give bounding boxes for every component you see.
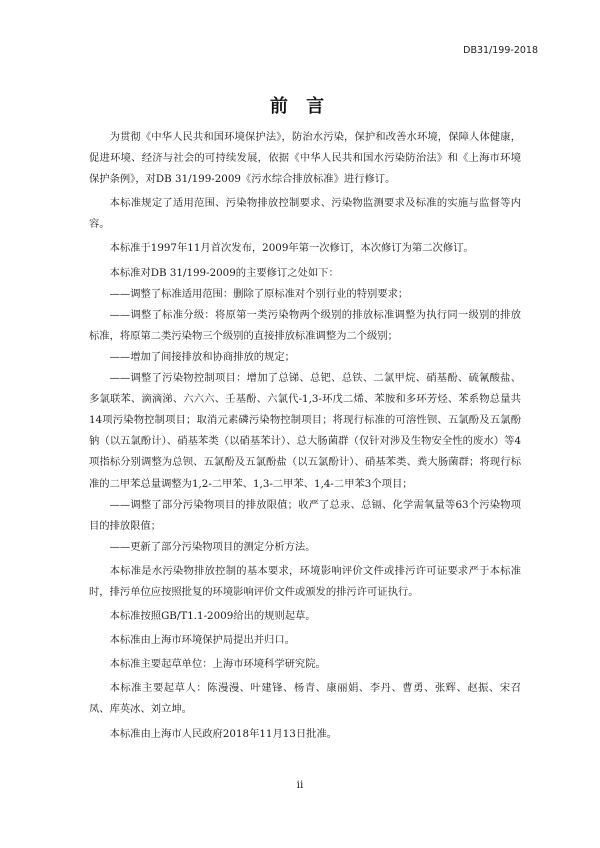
paragraph: 本标准由上海市环境保护局提出并归口。 bbox=[109, 634, 295, 647]
list-item: ——调整了部分污染物项目的排放限值；收严了总汞、总镉、化学需氧量等63个污染物项目的排放限值； bbox=[89, 498, 521, 532]
list-item: ——调整了标准适用范围：删除了原标准对个别行业的特别要求； bbox=[109, 287, 409, 300]
list-item: ——调整了污染物控制项目：增加了总锑、总钯、总铁、二氯甲烷、硝基酚、硫氰酸盐、多氯联苯、滴滴涕、六六六、壬基酚、六氯代-1,3-环戊二烯、苯胺和多环芳烃、苯系物总量共14项污染物控制项目；取消元素磷污染物控制项目；将现行标准的可溶性钡、五氯酚及五氯酚钠（以五氯酚计）、硝基苯类（以硝基苯计）、总大肠菌群（仅针对涉及生物安全性的废水）等4项指标分别调整为总钡、五氯酚及五氯酚盐（以五氯酚计）、硝基苯类、粪大肠菌群；将现行标准的二甲苯总量调整为1,2-二甲苯、1,3-二甲苯、1,4-二甲苯3个项目； bbox=[89, 372, 521, 490]
paragraph: 本标准对DB 31/199-2009的主要修订之处如下： bbox=[109, 266, 339, 279]
paragraph: 本标准由上海市人民政府2018年11月13日批准。 bbox=[109, 727, 338, 740]
paragraph: 本标准按照GB/T1.1-2009给出的规则起草。 bbox=[109, 610, 316, 623]
paragraph: 为贯彻《中华人民共和国环境保护法》，防治水污染，保护和改善水环境，保障人体健康，促进环境、经济与社会的可持续发展，依据《中华人民共和国水污染防治法》和《上海市环境保护条例》，对DB 31/199-2009《污水综合排放标准》进行修订。 bbox=[89, 131, 521, 186]
paragraph: 本标准是水污染物排放控制的基本要求，环境影响评价文件或排污许可证要求严于本标准时，排污单位应按照批复的环境影响评价文件或颁发的排污许可证执行。 bbox=[89, 564, 521, 598]
list-item: ——增加了间接排放和协商排放的规定； bbox=[109, 350, 295, 363]
paragraph: 本标准主要起草人：陈漫漫、叶建锋、杨青、康丽娟、李丹、曹勇、张辉、赵振、宋召凤、库英冰、刘立坤。 bbox=[89, 682, 521, 716]
page-title: 前 言 bbox=[269, 96, 331, 117]
list-item: ——调整了标准分级：将原第一类污染物两个级别的排放标准调整为执行同一级别的排放标准，将原第二类污染物三个级别的直接排放标准调整为二个级别； bbox=[89, 308, 521, 342]
foreword-body bbox=[89, 127, 521, 745]
paragraph: 本标准主要起草单位：上海市环境科学研究院。 bbox=[109, 658, 326, 671]
page-number: ii bbox=[296, 779, 304, 791]
paragraph: 本标准规定了适用范围、污染物排放控制要求、污染物监测要求及标准的实施与监督等内容。 bbox=[89, 197, 521, 231]
paragraph: 本标准于1997年11月首次发布，2009年第一次修订，本次修订为第二次修订。 bbox=[109, 242, 474, 255]
list-item: ——更新了部分污染物项目的测定分析方法。 bbox=[109, 540, 316, 553]
document-code: DB31/199-2018 bbox=[463, 45, 538, 56]
